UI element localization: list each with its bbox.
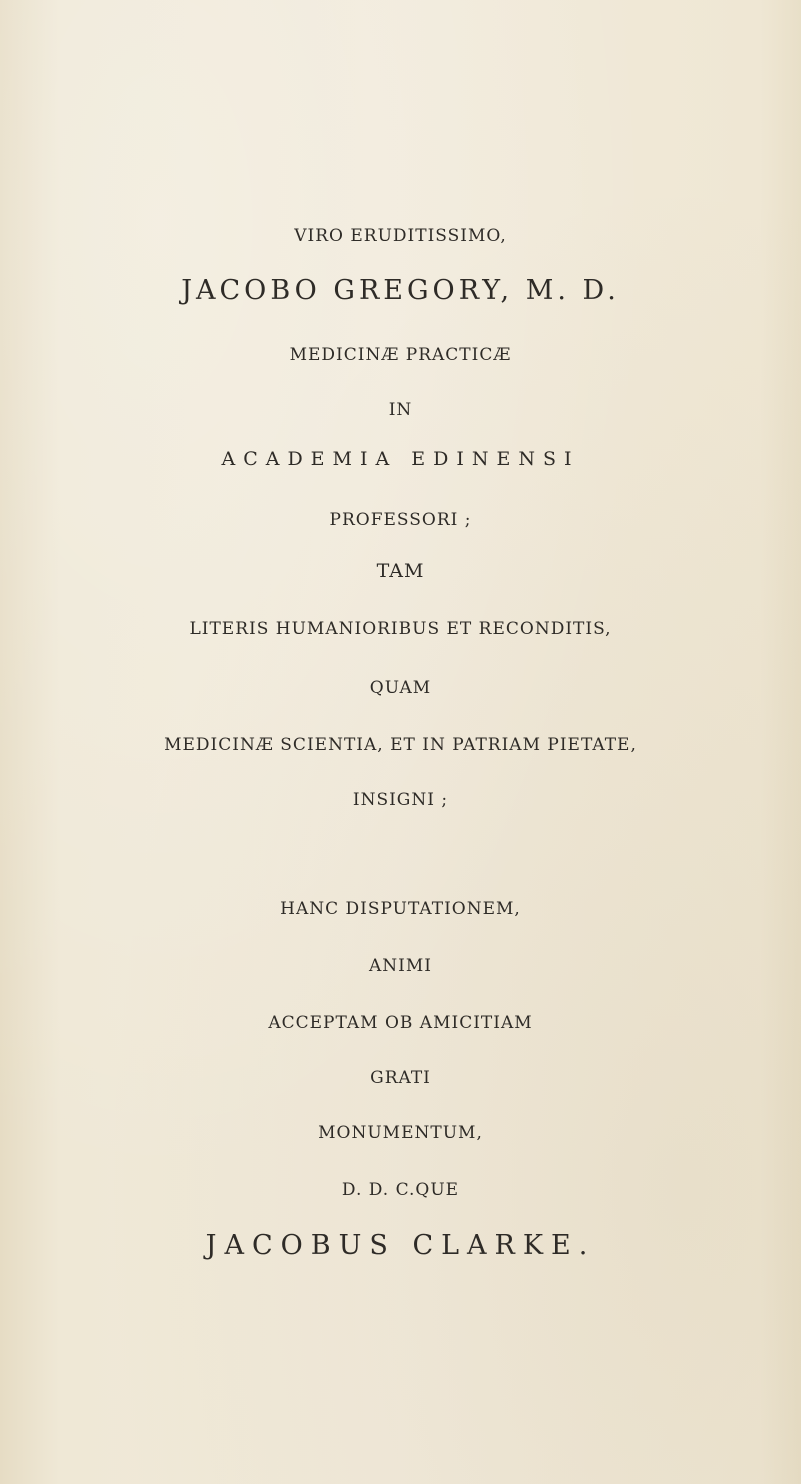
dedication-line-academia: ACADEMIA EDINENSI [221, 448, 580, 470]
dedication-line-quam: QUAM [369, 678, 432, 698]
dedication-line-monumentum: MONUMENTUM, [318, 1123, 483, 1143]
dedication-line-insigni: INSIGNI ; [352, 790, 449, 810]
dedication-line-author: JACOBUS CLARKE. [205, 1230, 596, 1261]
dedication-line-medicinae: MEDICINÆ PRACTICÆ [289, 345, 512, 365]
dedication-line-grati: GRATI [370, 1068, 431, 1088]
dedication-line-viro: VIRO ERUDITISSIMO, [294, 226, 507, 246]
dedication-line-ddc: D. D. C.QUE [341, 1180, 460, 1200]
dedication-line-literis: LITERIS HUMANIORIBUS ET RECONDITIS, [189, 619, 612, 639]
dedication-line-professori: PROFESSORI ; [329, 510, 472, 530]
dedication-line-name: JACOBO GREGORY, M. D. [181, 275, 620, 306]
dedication-line-tam: TAM [376, 560, 425, 582]
dedication-line-acceptam: ACCEPTAM OB AMICITIAM [268, 1013, 533, 1033]
dedication-line-scientia: MEDICINÆ SCIENTIA, ET IN PATRIAM PIETATE, [164, 735, 637, 755]
dedication-line-animi: ANIMI [369, 956, 432, 976]
dedication-line-in: IN [388, 400, 413, 420]
dedication-line-disputationem: HANC DISPUTATIONEM, [280, 899, 521, 919]
